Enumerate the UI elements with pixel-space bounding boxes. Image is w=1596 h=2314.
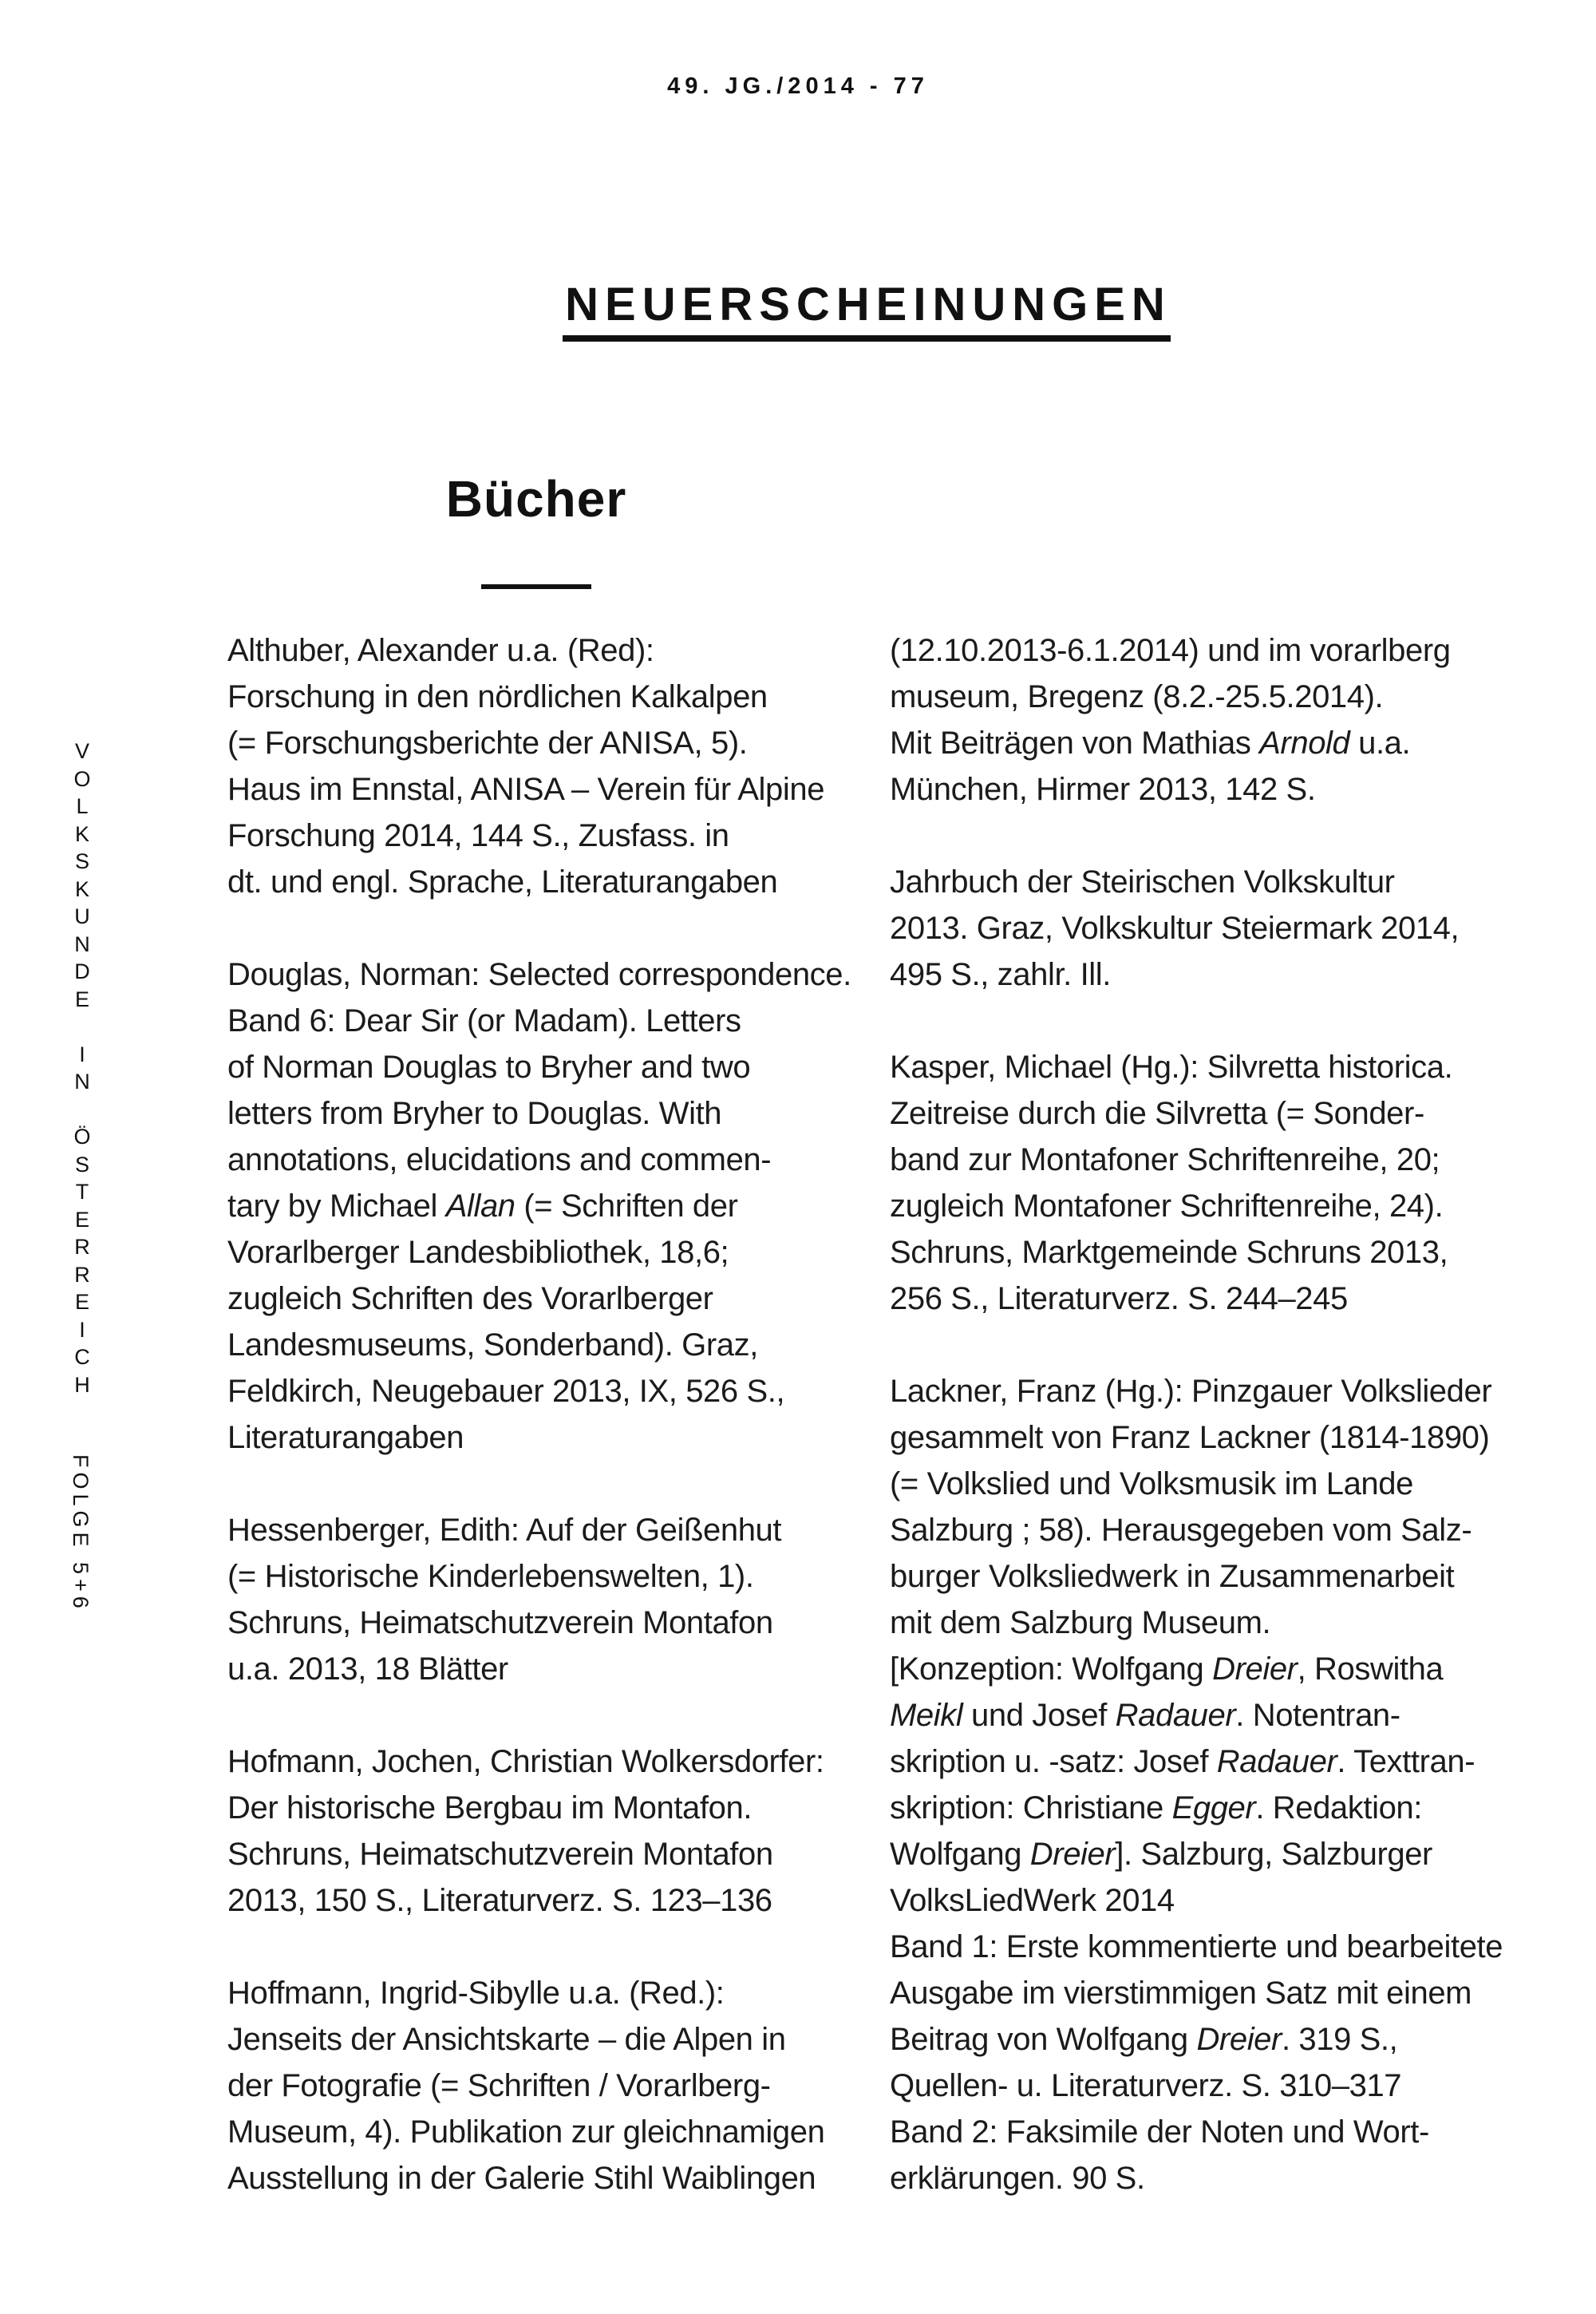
sidebar-journal-letter: N xyxy=(74,932,90,956)
entry-line xyxy=(227,2016,874,2063)
bibliography-entry xyxy=(890,1368,1548,2201)
entry-text-segment: Jahrbuch der Steirischen Volkskultur xyxy=(890,864,1395,900)
sidebar-journal-letter: L xyxy=(76,794,89,818)
entry-line xyxy=(227,1600,874,1646)
entry-line xyxy=(227,1137,874,1183)
entry-line xyxy=(890,2063,1548,2109)
entry-line xyxy=(890,859,1548,905)
entry-line xyxy=(890,1831,1548,1877)
bibliography-entry xyxy=(890,627,1548,813)
entry-line xyxy=(227,1507,874,1553)
entry-line xyxy=(890,1600,1548,1646)
entry-line xyxy=(890,1738,1548,1785)
entry-line xyxy=(890,1183,1548,1229)
entry-text-segment: (= Historische Kinderlebenswelten, 1). xyxy=(227,1559,754,1594)
entry-text-segment: Ausgabe im vierstimmigen Satz mit einem xyxy=(890,1976,1472,2011)
entry-text-segment: 2013. Graz, Volkskultur Steiermark 2014, xyxy=(890,911,1460,946)
entry-text-segment: Jenseits der Ansichtskarte – die Alpen in xyxy=(227,2022,786,2057)
entry-line xyxy=(227,1414,874,1461)
sidebar-journal-letter: N xyxy=(74,1070,90,1094)
entry-line xyxy=(890,2016,1548,2063)
entry-line xyxy=(227,1276,874,1322)
sidebar-journal-letter: E xyxy=(74,1207,89,1232)
entry-line xyxy=(890,1785,1548,1831)
entry-text-segment: Literaturangaben xyxy=(227,1420,464,1455)
entry-line xyxy=(890,1414,1548,1461)
section-underline-rule xyxy=(481,584,591,589)
entry-line xyxy=(890,674,1548,720)
sidebar-journal-letter: Ö xyxy=(73,1125,91,1149)
sidebar-journal-letter: C xyxy=(74,1345,90,1369)
entry-text-segment: annotations, elucidations and commen- xyxy=(227,1142,772,1177)
entry-text-segment: und Josef xyxy=(962,1698,1116,1733)
entry-text-segment: Beitrag von Wolfgang xyxy=(890,2022,1197,2057)
sidebar-journal-letter: U xyxy=(74,904,90,928)
entry-line xyxy=(890,2155,1548,2201)
entry-text-segment: Althuber, Alexander u.a. (Red): xyxy=(227,633,654,668)
entry-line xyxy=(227,813,874,859)
entry-line xyxy=(890,1507,1548,1553)
entry-line xyxy=(890,905,1548,951)
entry-text-segment: Zeitreise durch die Silvretta (= Sonder- xyxy=(890,1096,1424,1131)
entry-text-segment: 2013, 150 S., Literaturverz. S. 123–136 xyxy=(227,1883,772,1918)
entry-line xyxy=(227,1553,874,1600)
entry-text-segment: Radauer xyxy=(1216,1744,1337,1779)
entry-text-segment: u.a. xyxy=(1349,726,1411,761)
bibliography-entry xyxy=(890,859,1548,998)
entry-line xyxy=(890,1553,1548,1600)
entry-text-segment: Schruns, Heimatschutzverein Montafon xyxy=(227,1837,773,1872)
entry-text-segment: Meikl xyxy=(890,1698,963,1733)
entry-text-segment: (= Schriften der xyxy=(515,1189,738,1224)
entry-text-segment: VolksLiedWerk 2014 xyxy=(890,1883,1175,1918)
entry-line xyxy=(227,720,874,766)
sidebar-journal-letter: E xyxy=(74,1290,89,1314)
entry-line xyxy=(227,1229,874,1276)
entry-line xyxy=(227,1044,874,1090)
entry-text-segment: Dreier xyxy=(1196,2022,1282,2057)
sidebar-journal-letter: R xyxy=(74,1235,90,1259)
entry-text-segment: dt. und engl. Sprache, Literaturangaben xyxy=(227,864,778,900)
sidebar-journal-letter xyxy=(55,1013,109,1041)
sidebar-journal-letter xyxy=(55,1096,109,1124)
page-title: NEUERSCHEINUNGEN xyxy=(565,279,1171,330)
entry-line xyxy=(890,1461,1548,1507)
bibliography-entry xyxy=(227,1970,874,2201)
sidebar-journal-letter: E xyxy=(74,987,89,1011)
entry-text-segment: 256 S., Literaturverz. S. 244–245 xyxy=(890,1281,1348,1316)
entry-line xyxy=(890,1090,1548,1137)
entry-line xyxy=(227,2155,874,2201)
entry-text-segment: Kasper, Michael (Hg.): Silvretta historica. xyxy=(890,1050,1453,1085)
entry-line xyxy=(890,951,1548,998)
entry-line xyxy=(227,1090,874,1137)
entry-line xyxy=(227,1877,874,1924)
entry-text-segment: (= Volkslied und Volksmusik im Lande xyxy=(890,1466,1413,1501)
entry-text-segment: Salzburg ; 58). Herausgegeben vom Salz- xyxy=(890,1513,1472,1548)
entry-line xyxy=(890,1877,1548,1924)
sidebar-journal-letter: O xyxy=(73,766,91,791)
entry-text-segment: gesammelt von Franz Lackner (1814-1890) xyxy=(890,1420,1490,1455)
entry-text-segment: Feldkirch, Neugebauer 2013, IX, 526 S., xyxy=(227,1374,785,1409)
bibliography-entry xyxy=(227,951,874,1461)
entry-line xyxy=(227,1970,874,2016)
sidebar-journal-letter: D xyxy=(74,959,90,983)
entry-text-segment: 495 S., zahlr. Ill. xyxy=(890,957,1111,992)
page-header-volume-page-number: 49. JG./2014 - 77 xyxy=(667,73,929,99)
sidebar-journal-letter: K xyxy=(74,821,89,846)
entry-line xyxy=(890,766,1548,813)
entry-text-segment: museum, Bregenz (8.2.-25.5.2014). xyxy=(890,679,1384,714)
entry-line xyxy=(227,1831,874,1877)
entry-line xyxy=(227,1738,874,1785)
sidebar-journal-letter: S xyxy=(74,849,89,873)
entry-text-segment: of Norman Douglas to Bryher and two xyxy=(227,1050,751,1085)
entry-line xyxy=(227,1183,874,1229)
entry-text-segment: Band 1: Erste kommentierte und bearbeitete xyxy=(890,1929,1503,1964)
bibliography-entry xyxy=(227,1738,874,1924)
sidebar-journal-letter: V xyxy=(74,739,89,763)
entry-text-segment: Wolfgang xyxy=(890,1837,1030,1872)
entry-line xyxy=(227,627,874,674)
entry-line xyxy=(227,1785,874,1831)
section-title: Bücher xyxy=(445,470,627,528)
entry-line xyxy=(890,2109,1548,2155)
sidebar-issue-number: FOLGE 5+6 xyxy=(69,1454,93,1613)
entry-line xyxy=(227,859,874,905)
entry-text-segment: Forschung 2014, 144 S., Zusfass. in xyxy=(227,818,729,853)
entry-text-segment: , Roswitha xyxy=(1297,1651,1444,1687)
entry-line xyxy=(227,2063,874,2109)
sidebar-journal-letter: I xyxy=(79,1042,85,1066)
entry-text-segment: Museum, 4). Publikation zur gleichnamigen xyxy=(227,2114,825,2150)
entry-text-segment: mit dem Salzburg Museum. xyxy=(890,1605,1271,1640)
sidebar-journal-letter: R xyxy=(74,1262,90,1287)
entry-line xyxy=(890,1692,1548,1738)
entry-text-segment: Douglas, Norman: Selected correspondence. xyxy=(227,957,851,992)
entry-text-segment: Hofmann, Jochen, Christian Wolkersdorfer: xyxy=(227,1744,824,1779)
entry-text-segment: (12.10.2013-6.1.2014) und im vorarlberg xyxy=(890,633,1451,668)
entry-text-segment: Schruns, Marktgemeinde Schruns 2013, xyxy=(890,1235,1448,1270)
entry-text-segment: Forschung in den nördlichen Kalkalpen xyxy=(227,679,768,714)
entry-text-segment: zugleich Schriften des Vorarlberger xyxy=(227,1281,713,1316)
entry-text-segment: . Notentran- xyxy=(1235,1698,1400,1733)
entry-line xyxy=(890,720,1548,766)
entry-line xyxy=(227,2109,874,2155)
entry-text-segment: Der historische Bergbau im Montafon. xyxy=(227,1790,753,1825)
entry-text-segment: burger Volksliedwerk in Zusammenarbeit xyxy=(890,1559,1455,1594)
entry-text-segment: skription u. -satz: Josef xyxy=(890,1744,1217,1779)
entry-text-segment: Band 2: Faksimile der Noten und Wort- xyxy=(890,2114,1429,2150)
bibliography-column-left xyxy=(227,627,874,2201)
bibliography-entry xyxy=(890,1044,1548,1322)
bibliography-entry xyxy=(227,627,874,905)
entry-text-segment: . Redaktion: xyxy=(1255,1790,1422,1825)
entry-line xyxy=(890,1137,1548,1183)
entry-text-segment: Allan xyxy=(445,1189,516,1224)
entry-text-segment: Mit Beiträgen von Mathias xyxy=(890,726,1260,761)
entry-text-segment: tary by Michael xyxy=(227,1189,446,1224)
entry-text-segment: Landesmuseums, Sonderband). Graz, xyxy=(227,1327,758,1363)
entry-line xyxy=(890,1044,1548,1090)
bibliography-column-right xyxy=(890,627,1548,2201)
entry-line xyxy=(227,951,874,998)
entry-text-segment: Egger xyxy=(1171,1790,1256,1825)
entry-text-segment: Ausstellung in der Galerie Stihl Waiblingen xyxy=(227,2161,816,2196)
entry-text-segment: ]. Salzburg, Salzburger xyxy=(1115,1837,1432,1872)
entry-text-segment: Hoffmann, Ingrid-Sibylle u.a. (Red.): xyxy=(227,1976,725,2011)
entry-text-segment: Radauer xyxy=(1115,1698,1236,1733)
entry-line xyxy=(227,998,874,1044)
entry-text-segment: (= Forschungsberichte der ANISA, 5). xyxy=(227,726,748,761)
sidebar-journal-letter: S xyxy=(74,1152,89,1177)
entry-line xyxy=(227,1368,874,1414)
entry-text-segment: u.a. 2013, 18 Blätter xyxy=(227,1651,508,1687)
entry-line xyxy=(890,1924,1548,1970)
entry-text-segment: Hessenberger, Edith: Auf der Geißenhut xyxy=(227,1513,782,1548)
entry-text-segment: Arnold xyxy=(1259,726,1350,761)
entry-line xyxy=(890,627,1548,674)
entry-text-segment: band zur Montafoner Schriftenreihe, 20; xyxy=(890,1142,1440,1177)
entry-line xyxy=(227,766,874,813)
entry-text-segment: München, Hirmer 2013, 142 S. xyxy=(890,772,1316,807)
entry-text-segment: Quellen- u. Literaturverz. S. 310–317 xyxy=(890,2068,1402,2103)
sidebar-journal-letter: I xyxy=(79,1317,85,1342)
entry-line xyxy=(890,1276,1548,1322)
sidebar-journal-letter: H xyxy=(74,1372,90,1397)
entry-text-segment: Lackner, Franz (Hg.): Pinzgauer Volkslieder xyxy=(890,1374,1492,1409)
entry-text-segment: Dreier xyxy=(1029,1837,1116,1872)
entry-text-segment: Vorarlberger Landesbibliothek, 18,6; xyxy=(227,1235,729,1270)
entry-line xyxy=(890,1970,1548,2016)
sidebar-journal-title-vertical xyxy=(55,738,109,1398)
entry-text-segment: skription: Christiane xyxy=(890,1790,1172,1825)
entry-text-segment: [Konzeption: Wolfgang xyxy=(890,1651,1213,1687)
entry-text-segment: letters from Bryher to Douglas. With xyxy=(227,1096,722,1131)
entry-text-segment: zugleich Montafoner Schriftenreihe, 24). xyxy=(890,1189,1444,1224)
bibliography-entry xyxy=(227,1507,874,1692)
entry-text-segment: Schruns, Heimatschutzverein Montafon xyxy=(227,1605,773,1640)
entry-line xyxy=(890,1646,1548,1692)
entry-line xyxy=(890,1368,1548,1414)
entry-text-segment: . Texttran- xyxy=(1337,1744,1476,1779)
sidebar-journal-letter: T xyxy=(75,1180,89,1204)
entry-line xyxy=(227,1322,874,1368)
entry-line xyxy=(890,1229,1548,1276)
title-underline-rule xyxy=(563,335,1171,342)
entry-text-segment: Haus im Ennstal, ANISA – Verein für Alpine xyxy=(227,772,825,807)
entry-line xyxy=(227,1646,874,1692)
entry-line xyxy=(227,674,874,720)
entry-text-segment: der Fotografie (= Schriften / Vorarlberg- xyxy=(227,2068,771,2103)
entry-text-segment: Dreier xyxy=(1212,1651,1298,1687)
entry-text-segment: Band 6: Dear Sir (or Madam). Letters xyxy=(227,1003,741,1038)
sidebar-journal-letter: K xyxy=(74,876,89,901)
entry-text-segment: . 319 S., xyxy=(1281,2022,1398,2057)
entry-text-segment: erklärungen. 90 S. xyxy=(890,2161,1145,2196)
